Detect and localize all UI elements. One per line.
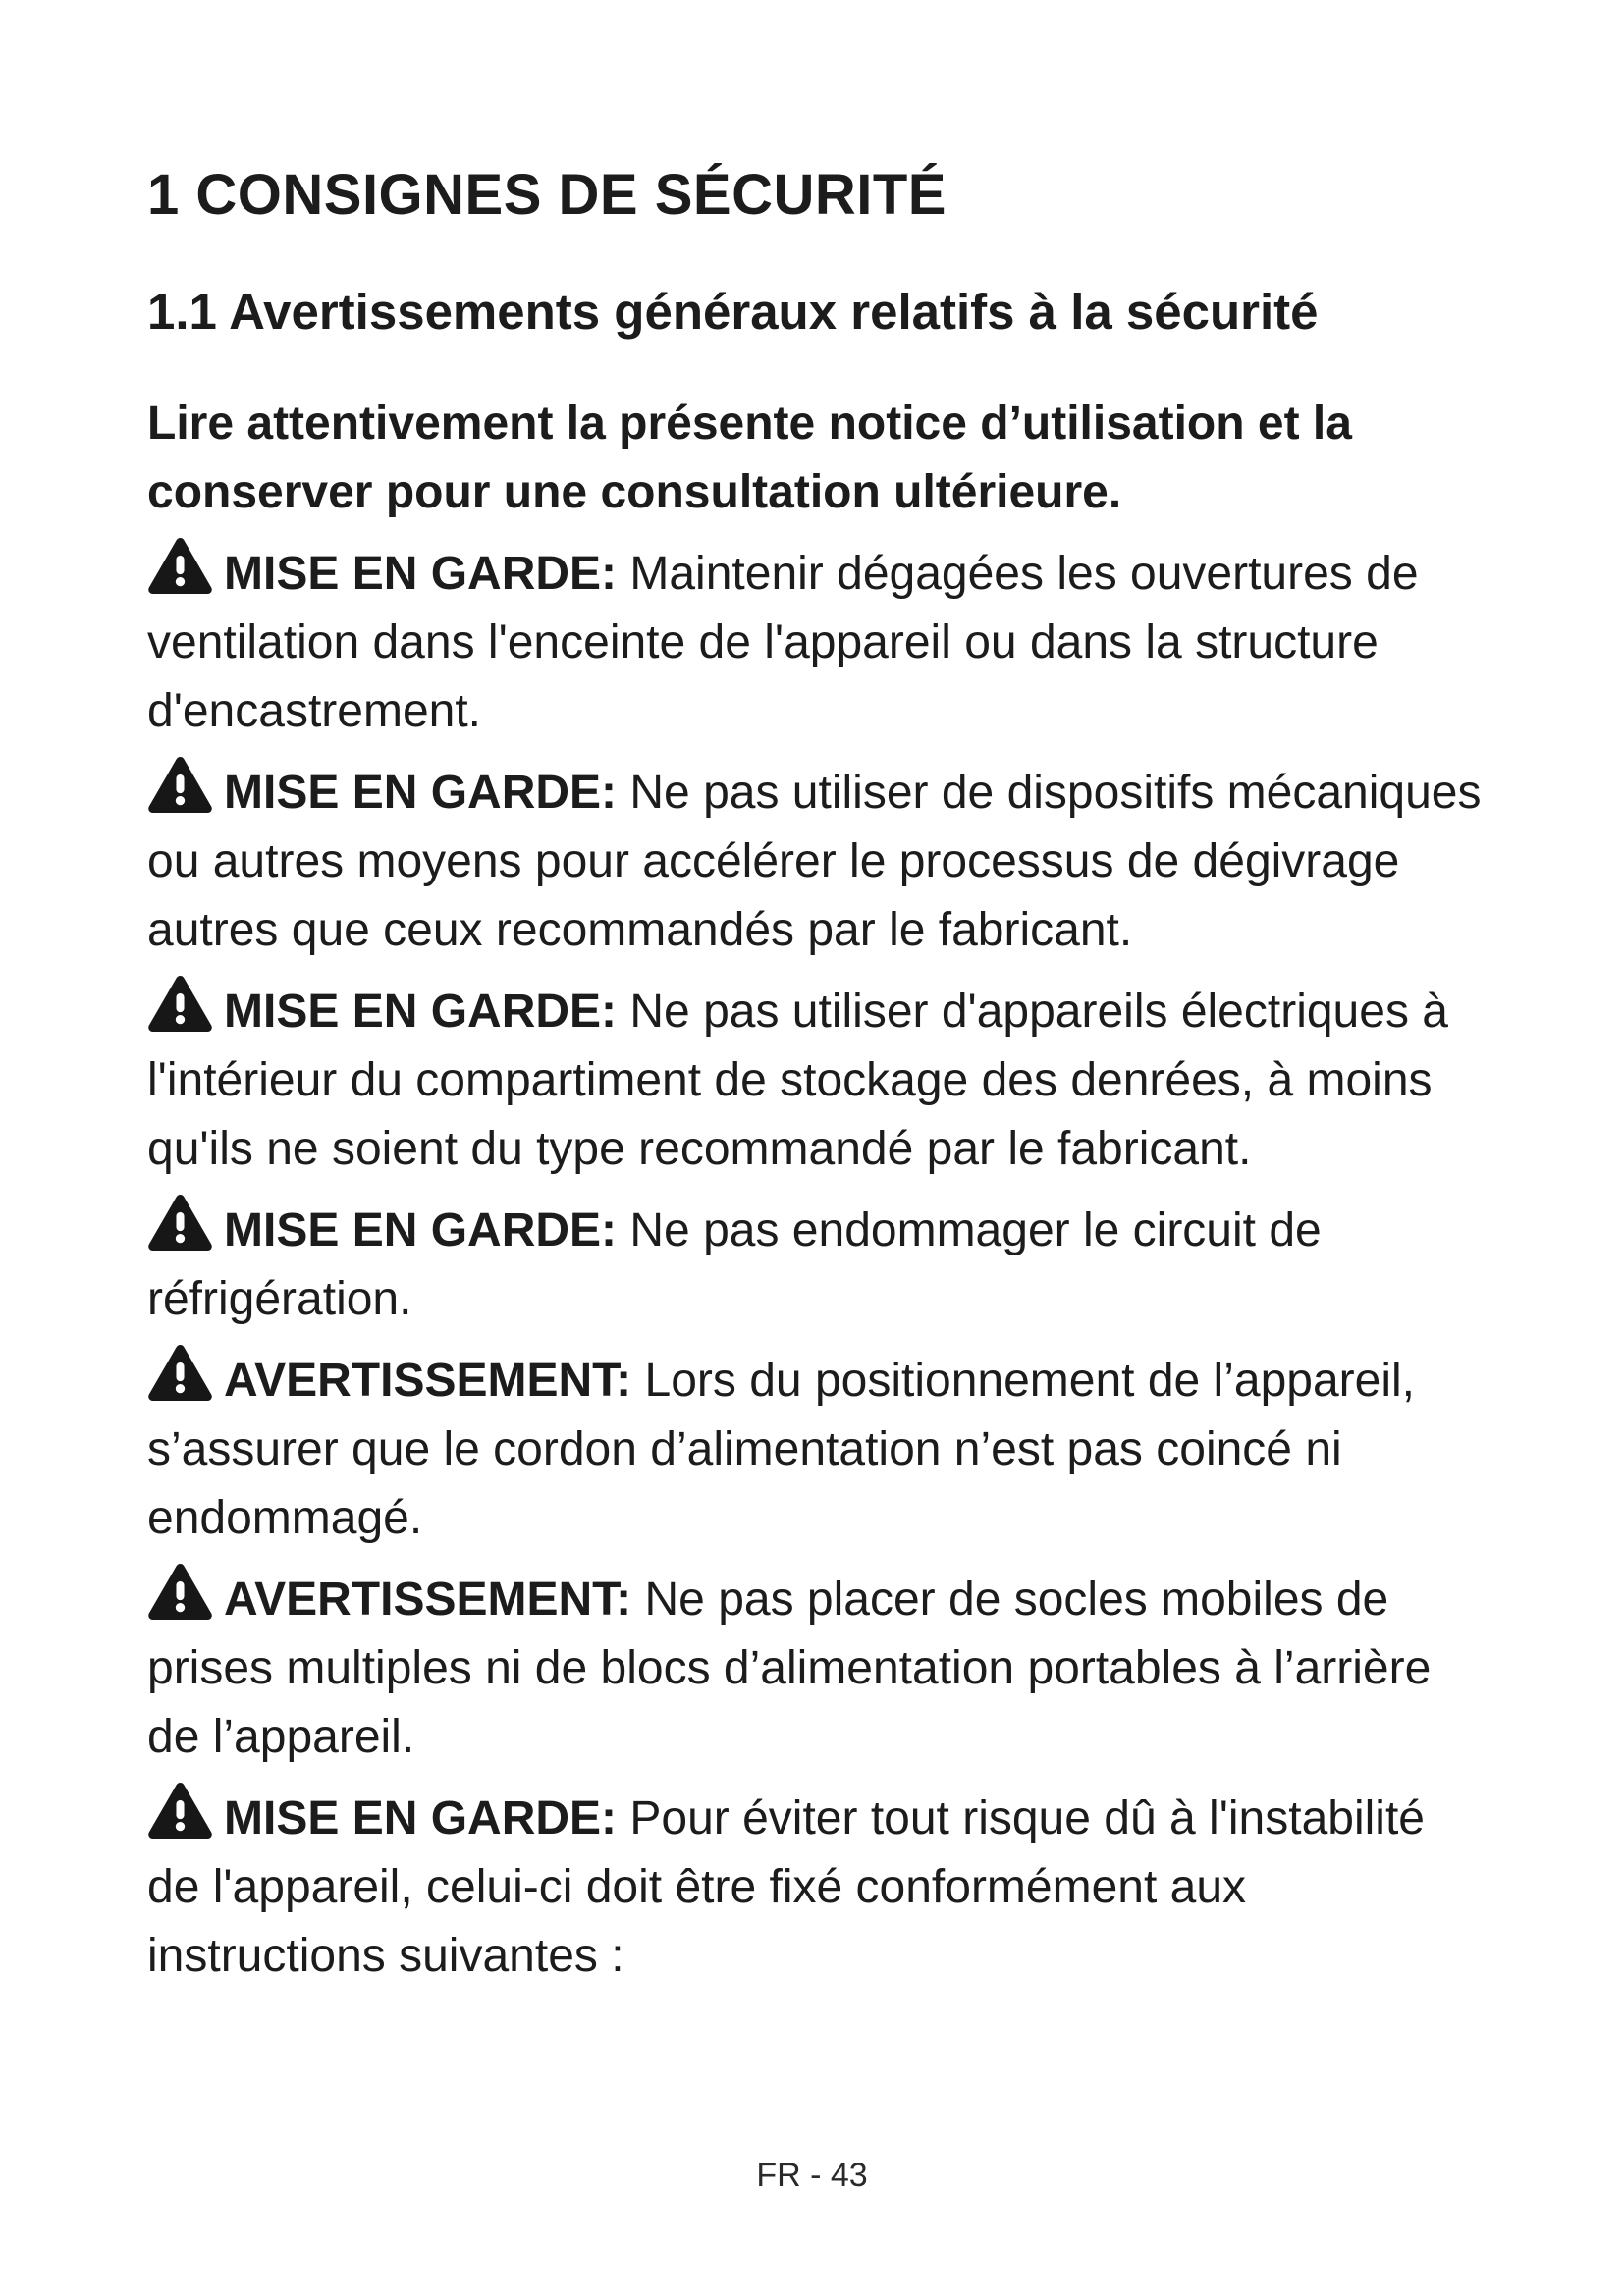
warning-triangle-icon — [147, 1562, 213, 1622]
warning-triangle-icon — [147, 536, 213, 596]
warning-paragraph — [147, 1562, 1489, 1772]
warning-triangle-icon — [147, 1781, 213, 1841]
warning-label: MISE EN GARDE: — [224, 767, 618, 819]
page-number: FR - 43 — [756, 2157, 868, 2194]
warning-paragraph — [147, 1343, 1489, 1553]
warning-label: AVERTISSEMENT: — [224, 1574, 632, 1626]
warning-paragraph — [147, 1193, 1489, 1334]
warning-text: Ne pas endommager le circuit de réfrigération. — [147, 1204, 1322, 1325]
section-title: 1 CONSIGNES DE SÉCURITÉ — [147, 163, 947, 227]
warning-triangle-icon — [147, 974, 213, 1034]
warning-label: MISE EN GARDE: — [224, 548, 618, 600]
warning-text: Maintenir dégagées les ouvertures de ventilation dans l'enceinte de l'appareil ou dans la structure d'encastrement. — [147, 548, 1419, 737]
warning-label: MISE EN GARDE: — [224, 1204, 618, 1256]
subsection-title: 1.1 Avertissements généraux relatifs à la sécurité — [147, 284, 1319, 340]
warning-triangle-icon — [147, 755, 213, 815]
warning-paragraph — [147, 1781, 1489, 1991]
warning-text: Ne pas utiliser d'appareils électriques à l'intérieur du compartiment de stockage des denrées, à moins qu'ils ne soient du type recommandé par le fabricant. — [147, 986, 1448, 1175]
warning-text: Ne pas utiliser de dispositifs mécaniques ou autres moyens pour accélérer le processus de dégivrage autres que ceux recommandés par le fabricant. — [147, 767, 1482, 956]
warning-text: Lors du positionnement de l’appareil, s’assurer que le cordon d’alimentation n’est pas coincé ni endommagé. — [147, 1355, 1415, 1544]
warning-paragraph — [147, 755, 1489, 965]
warning-text: Pour éviter tout risque dû à l'instabilité de l'appareil, celui-ci doit être fixé conformément aux instructions suivantes : — [147, 1792, 1425, 1982]
warning-label: AVERTISSEMENT: — [224, 1355, 632, 1407]
warning-label: MISE EN GARDE: — [224, 986, 618, 1038]
warning-paragraph — [147, 536, 1489, 746]
warning-paragraph — [147, 974, 1489, 1184]
warning-text: Ne pas placer de socles mobiles de prises multiples ni de blocs d’alimentation portables à l’arrière de l’appareil. — [147, 1574, 1432, 1763]
lead-paragraph: Lire attentivement la présente notice d’utilisation et la conserver pour une consultation ultérieure. — [147, 398, 1352, 518]
warning-label: MISE EN GARDE: — [224, 1792, 618, 1844]
warning-triangle-icon — [147, 1343, 213, 1403]
warning-triangle-icon — [147, 1193, 213, 1253]
